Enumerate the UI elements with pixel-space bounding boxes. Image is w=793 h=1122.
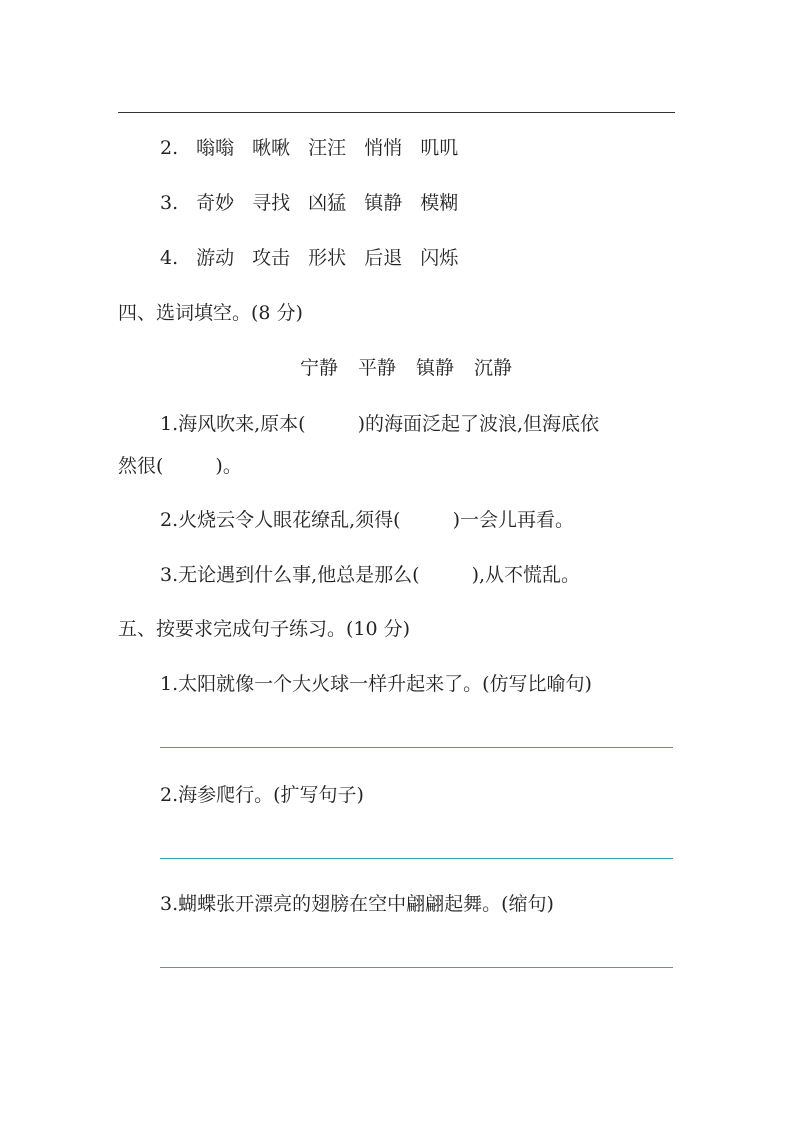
section-4-title: 四、选词填空。(8 分) — [118, 302, 303, 324]
question-text: 然很( — [118, 455, 164, 477]
option-word: 镇静 — [416, 357, 455, 379]
question-text: ),从不慌乱。 — [471, 564, 581, 586]
word: 闪烁 — [420, 247, 459, 269]
word: 嗡嗡 — [196, 137, 235, 159]
question-5-3: 3.蝴蝶张开漂亮的翅膀在空中翩翩起舞。(缩句) — [160, 893, 554, 915]
word: 汪汪 — [308, 137, 347, 159]
word: 啾啾 — [252, 137, 291, 159]
word: 凶猛 — [308, 192, 347, 214]
word-group-2 — [160, 136, 476, 160]
question-text: )一会儿再看。 — [452, 509, 575, 531]
group-number: 4. — [160, 247, 179, 269]
option-word: 沉静 — [474, 357, 513, 379]
word-group-4 — [160, 246, 476, 270]
group-number: 2. — [160, 137, 179, 159]
group-number: 3. — [160, 192, 179, 214]
question-4-1-line-2 — [118, 454, 242, 478]
word-options — [300, 356, 532, 380]
word: 寻找 — [252, 192, 291, 214]
question-text: )的海面泛起了波浪,但海底依 — [357, 413, 600, 435]
section-5-title: 五、按要求完成句子练习。(10 分) — [118, 618, 411, 640]
question-text: )。 — [215, 455, 242, 477]
word: 后退 — [364, 247, 403, 269]
word: 攻击 — [252, 247, 291, 269]
word: 叽叽 — [420, 137, 459, 159]
word: 悄悄 — [364, 137, 403, 159]
option-word: 宁静 — [300, 357, 339, 379]
word: 形状 — [308, 247, 347, 269]
word: 游动 — [196, 247, 235, 269]
option-word: 平静 — [358, 357, 397, 379]
question-4-1-line-1 — [160, 412, 599, 436]
question-4-3 — [160, 563, 580, 587]
question-4-2 — [160, 508, 574, 532]
question-5-2: 2.海参爬行。(扩写句子) — [160, 784, 364, 806]
word: 镇静 — [364, 192, 403, 214]
question-text: 3.无论遇到什么事,他总是那么( — [160, 564, 420, 586]
word: 模糊 — [420, 192, 459, 214]
question-5-1: 1.太阳就像一个大火球一样升起来了。(仿写比喻句) — [160, 673, 592, 695]
answer-line-1[interactable] — [160, 747, 673, 748]
answer-line-2[interactable] — [160, 858, 673, 859]
word-group-3 — [160, 191, 476, 215]
header-rule — [118, 112, 675, 113]
answer-line-3[interactable] — [160, 967, 673, 968]
question-text: 1.海风吹来,原本( — [160, 413, 306, 435]
question-text: 2.火烧云令人眼花缭乱,须得( — [160, 509, 401, 531]
word: 奇妙 — [196, 192, 235, 214]
